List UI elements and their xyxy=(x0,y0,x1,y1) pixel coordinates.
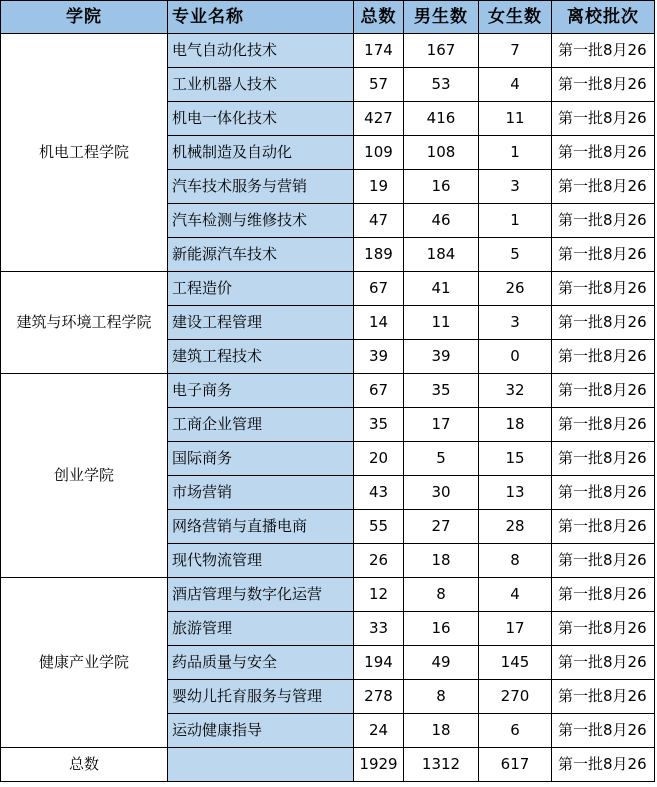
batch-cell: 第一批8月26 xyxy=(552,442,655,476)
batch-cell: 第一批8月26 xyxy=(552,408,655,442)
male-cell: 416 xyxy=(404,102,479,136)
total-cell: 67 xyxy=(354,374,404,408)
batch-cell: 第一批8月26 xyxy=(552,272,655,306)
summary-batch: 第一批8月26 xyxy=(552,748,655,782)
male-cell: 18 xyxy=(404,544,479,578)
female-cell: 32 xyxy=(479,374,552,408)
batch-cell: 第一批8月26 xyxy=(552,374,655,408)
male-cell: 46 xyxy=(404,204,479,238)
total-cell: 26 xyxy=(354,544,404,578)
major-cell: 旅游管理 xyxy=(168,612,354,646)
male-cell: 16 xyxy=(404,612,479,646)
summary-blank-cell xyxy=(168,748,354,782)
batch-cell: 第一批8月26 xyxy=(552,680,655,714)
summary-female: 617 xyxy=(479,748,552,782)
total-cell: 33 xyxy=(354,612,404,646)
male-cell: 108 xyxy=(404,136,479,170)
table-row xyxy=(1,578,655,612)
table-row xyxy=(1,34,655,68)
major-cell: 汽车技术服务与营销 xyxy=(168,170,354,204)
batch-cell: 第一批8月26 xyxy=(552,544,655,578)
header-row xyxy=(1,1,655,34)
male-cell: 8 xyxy=(404,680,479,714)
college-cell: 机电工程学院 xyxy=(1,34,168,272)
major-cell: 药品质量与安全 xyxy=(168,646,354,680)
summary-total: 1929 xyxy=(354,748,404,782)
batch-cell: 第一批8月26 xyxy=(552,340,655,374)
batch-cell: 第一批8月26 xyxy=(552,476,655,510)
table-row xyxy=(1,374,655,408)
male-cell: 11 xyxy=(404,306,479,340)
batch-cell: 第一批8月26 xyxy=(552,306,655,340)
major-cell: 工商企业管理 xyxy=(168,408,354,442)
male-cell: 27 xyxy=(404,510,479,544)
female-cell: 0 xyxy=(479,340,552,374)
batch-cell: 第一批8月26 xyxy=(552,204,655,238)
major-cell: 现代物流管理 xyxy=(168,544,354,578)
total-cell: 174 xyxy=(354,34,404,68)
male-cell: 35 xyxy=(404,374,479,408)
major-cell: 工程造价 xyxy=(168,272,354,306)
male-cell: 30 xyxy=(404,476,479,510)
header-major: 专业名称 xyxy=(168,1,354,34)
batch-cell: 第一批8月26 xyxy=(552,102,655,136)
major-cell: 机械制造及自动化 xyxy=(168,136,354,170)
female-cell: 28 xyxy=(479,510,552,544)
table-header xyxy=(1,1,655,34)
major-cell: 新能源汽车技术 xyxy=(168,238,354,272)
female-cell: 13 xyxy=(479,476,552,510)
female-cell: 11 xyxy=(479,102,552,136)
male-cell: 18 xyxy=(404,714,479,748)
major-cell: 建设工程管理 xyxy=(168,306,354,340)
total-cell: 43 xyxy=(354,476,404,510)
total-cell: 427 xyxy=(354,102,404,136)
table-body xyxy=(1,34,655,782)
male-cell: 49 xyxy=(404,646,479,680)
female-cell: 8 xyxy=(479,544,552,578)
total-cell: 39 xyxy=(354,340,404,374)
total-cell: 24 xyxy=(354,714,404,748)
female-cell: 1 xyxy=(479,136,552,170)
female-cell: 4 xyxy=(479,578,552,612)
total-cell: 35 xyxy=(354,408,404,442)
female-cell: 3 xyxy=(479,170,552,204)
batch-cell: 第一批8月26 xyxy=(552,136,655,170)
major-cell: 国际商务 xyxy=(168,442,354,476)
major-cell: 婴幼儿托育服务与管理 xyxy=(168,680,354,714)
batch-cell: 第一批8月26 xyxy=(552,714,655,748)
major-cell: 工业机器人技术 xyxy=(168,68,354,102)
batch-cell: 第一批8月26 xyxy=(552,578,655,612)
female-cell: 5 xyxy=(479,238,552,272)
total-cell: 278 xyxy=(354,680,404,714)
major-cell: 运动健康指导 xyxy=(168,714,354,748)
major-cell: 电气自动化技术 xyxy=(168,34,354,68)
female-cell: 18 xyxy=(479,408,552,442)
male-cell: 16 xyxy=(404,170,479,204)
total-cell: 189 xyxy=(354,238,404,272)
male-cell: 8 xyxy=(404,578,479,612)
male-cell: 17 xyxy=(404,408,479,442)
female-cell: 15 xyxy=(479,442,552,476)
header-female: 女生数 xyxy=(479,1,552,34)
male-cell: 53 xyxy=(404,68,479,102)
total-cell: 67 xyxy=(354,272,404,306)
summary-row xyxy=(1,748,655,782)
table-row xyxy=(1,272,655,306)
batch-cell: 第一批8月26 xyxy=(552,612,655,646)
total-cell: 19 xyxy=(354,170,404,204)
male-cell: 5 xyxy=(404,442,479,476)
major-cell: 酒店管理与数字化运营 xyxy=(168,578,354,612)
total-cell: 109 xyxy=(354,136,404,170)
batch-cell: 第一批8月26 xyxy=(552,646,655,680)
batch-cell: 第一批8月26 xyxy=(552,170,655,204)
college-cell: 健康产业学院 xyxy=(1,578,168,748)
female-cell: 3 xyxy=(479,306,552,340)
major-cell: 市场营销 xyxy=(168,476,354,510)
total-cell: 57 xyxy=(354,68,404,102)
batch-cell: 第一批8月26 xyxy=(552,238,655,272)
major-cell: 电子商务 xyxy=(168,374,354,408)
batch-cell: 第一批8月26 xyxy=(552,34,655,68)
major-cell: 汽车检测与维修技术 xyxy=(168,204,354,238)
summary-male: 1312 xyxy=(404,748,479,782)
female-cell: 6 xyxy=(479,714,552,748)
header-male: 男生数 xyxy=(404,1,479,34)
male-cell: 41 xyxy=(404,272,479,306)
female-cell: 7 xyxy=(479,34,552,68)
batch-cell: 第一批8月26 xyxy=(552,68,655,102)
female-cell: 270 xyxy=(479,680,552,714)
major-cell: 网络营销与直播电商 xyxy=(168,510,354,544)
header-batch: 离校批次 xyxy=(552,1,655,34)
male-cell: 39 xyxy=(404,340,479,374)
total-cell: 55 xyxy=(354,510,404,544)
batch-cell: 第一批8月26 xyxy=(552,510,655,544)
female-cell: 4 xyxy=(479,68,552,102)
male-cell: 184 xyxy=(404,238,479,272)
total-cell: 14 xyxy=(354,306,404,340)
major-cell: 建筑工程技术 xyxy=(168,340,354,374)
total-cell: 20 xyxy=(354,442,404,476)
female-cell: 26 xyxy=(479,272,552,306)
header-college: 学院 xyxy=(1,1,168,34)
female-cell: 145 xyxy=(479,646,552,680)
header-total: 总数 xyxy=(354,1,404,34)
college-cell: 建筑与环境工程学院 xyxy=(1,272,168,374)
male-cell: 167 xyxy=(404,34,479,68)
summary-label: 总数 xyxy=(1,748,168,782)
total-cell: 194 xyxy=(354,646,404,680)
total-cell: 47 xyxy=(354,204,404,238)
total-cell: 12 xyxy=(354,578,404,612)
college-cell: 创业学院 xyxy=(1,374,168,578)
major-cell: 机电一体化技术 xyxy=(168,102,354,136)
female-cell: 1 xyxy=(479,204,552,238)
female-cell: 17 xyxy=(479,612,552,646)
